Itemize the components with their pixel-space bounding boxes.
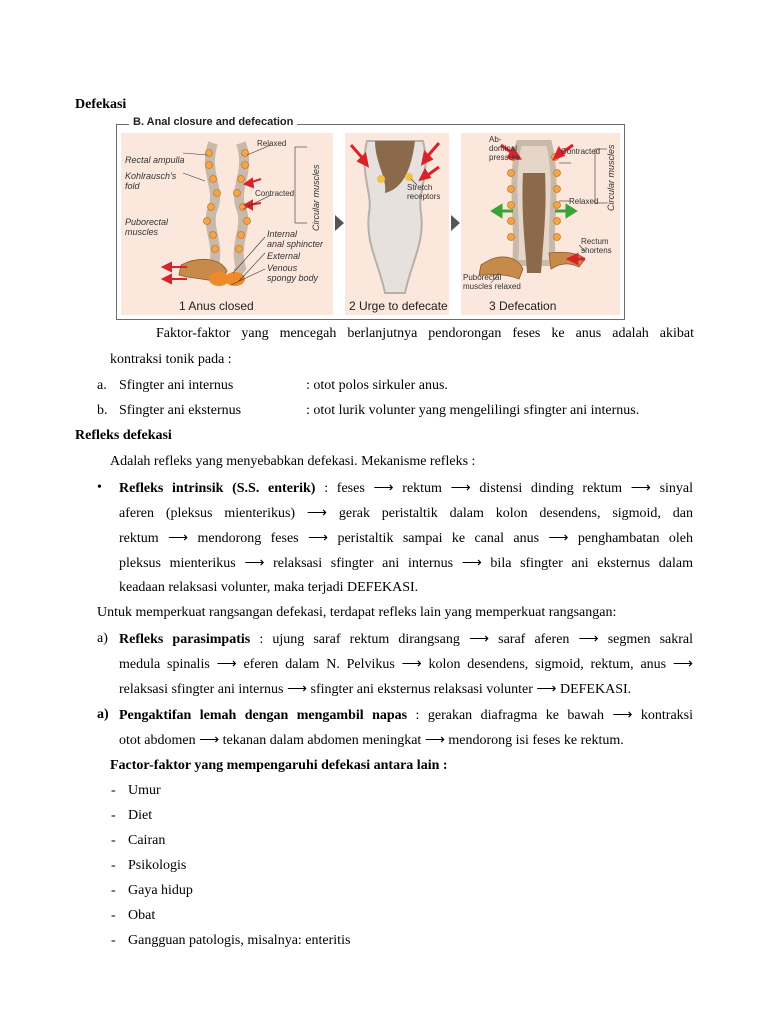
breathing-term: Pengaktifan lemah dengan mengambil napas [119, 708, 408, 723]
factor-item: Cairan [128, 833, 166, 848]
factor-item: Gangguan patologis, misalnya: enteritis [128, 933, 351, 948]
label-venous-1: Venous [267, 263, 298, 273]
list-dash: - [111, 858, 116, 873]
parasympathetic-line-3: relaksasi sfingter ani internus ⟶ sfingter ani eksternus relaksasi volunter ⟶ DEFEKASI. [119, 682, 632, 697]
step-arrow-icon [335, 215, 344, 231]
parasympathetic-line-2: medula spinalis ⟶ eferen dalam N. Pelvikus ⟶ kolon desendens, sigmoid, rektum, anus ⟶ [119, 657, 693, 672]
label-puborectal-1: Puborectal [125, 217, 169, 227]
heading-refleks-defekasi: Refleks defekasi [75, 428, 172, 443]
label-puborectal-relaxed-1: Puborectal [463, 273, 502, 282]
label-stretch-2: receptors [407, 192, 441, 201]
list-marker: a) [97, 707, 109, 722]
label-puborectal-relaxed-2: muscles relaxed [463, 282, 521, 291]
label-internal-2: anal sphincter [267, 239, 324, 249]
figure-anal-closure [116, 116, 625, 320]
sphincter-desc: : otot polos sirkuler anus. [306, 378, 448, 393]
panel-defecation [461, 133, 620, 315]
intro-line-2: kontraksi tonik pada : [110, 352, 232, 367]
factor-item: Diet [128, 808, 153, 823]
label-abdominal-2: dominal [489, 144, 518, 153]
label-internal-1: Internal [267, 229, 298, 239]
label-kohlrausch-1: Kohlrausch's [125, 171, 177, 181]
figure-title: B. Anal closure and defecation [129, 116, 297, 128]
parasympathetic-line-1 [119, 631, 693, 648]
breathing-line-2: otot abdomen ⟶ tekanan dalam abdomen meningkat ⟶ mendorong isi feses ke rektum. [119, 733, 624, 748]
heading-defekasi: Defekasi [75, 97, 127, 112]
list-marker: a) [97, 631, 108, 646]
label-relaxed-3: Relaxed [569, 197, 599, 206]
list-marker: b. [97, 403, 108, 418]
sphincter-term: Sfingter ani internus [119, 378, 234, 393]
list-dash: - [111, 833, 116, 848]
intrinsic-line-2: aferen (pleksus mienterikus) ⟶ gerak peristaltik dalam kolon desendens, sigmoid, dan [119, 506, 693, 521]
list-dash: - [111, 908, 116, 923]
urge-illustration [345, 133, 449, 315]
label-contracted: Contracted [255, 189, 295, 198]
list-dash: - [111, 783, 116, 798]
list-dash: - [111, 808, 116, 823]
reflex-intro: Adalah refleks yang menyebabkan defekasi. Mekanisme refleks : [110, 454, 476, 469]
factors-heading: Factor-faktor yang mempengaruhi defekasi antara lain : [110, 758, 448, 773]
intrinsic-line-3: rektum ⟶ mendorong feses ⟶ peristaltik sampai ke canal anus ⟶ penghambatan oleh [119, 531, 693, 546]
label-abdominal-3: pressure [489, 153, 521, 162]
bullet: • [97, 480, 102, 495]
factor-item: Obat [128, 908, 156, 923]
label-circular-muscles: Circular muscles [311, 164, 321, 231]
label-stretch-1: Stretch [407, 183, 433, 192]
panel-urge-to-defecate [345, 133, 449, 315]
strengthen-intro: Untuk memperkuat rangsangan defekasi, terdapat refleks lain yang memperkuat rangsangan: [97, 605, 617, 620]
label-venous-2: spongy body [267, 273, 319, 283]
intro-line-1: Faktor-faktor yang mencegah berlanjutnya pendorongan feses ke anus adalah akibat [156, 326, 694, 341]
panel-anus-closed [121, 133, 333, 315]
breathing-l1: : gerakan diafragma ke bawah ⟶ kontraksi [415, 708, 694, 723]
intrinsic-line-4: pleksus mienterikus ⟶ relaksasi sfingter ani internus ⟶ bila sfingter ani eksternus dalam [119, 556, 693, 571]
label-rectal-ampulla: Rectal ampulla [125, 155, 185, 165]
label-abdominal-1: Ab- [489, 135, 502, 144]
breathing-line-1 [119, 707, 693, 724]
list-dash: - [111, 883, 116, 898]
intrinsic-l1: : feses ⟶ rektum ⟶ distensi dinding rektum ⟶ sinyal [324, 481, 694, 496]
list-dash: - [111, 933, 116, 948]
label-rectum-2: shortens [581, 246, 612, 255]
caption-urge-to-defecate: 2 Urge to defecate [349, 299, 448, 313]
label-external: External [267, 251, 301, 261]
list-marker: a. [97, 378, 107, 393]
sphincter-term: Sfingter ani eksternus [119, 403, 242, 418]
factor-item: Psikologis [128, 858, 187, 873]
step-arrow-icon [451, 215, 460, 231]
caption-defecation: 3 Defecation [489, 299, 557, 313]
label-relaxed: Relaxed [257, 139, 287, 148]
label-puborectal-2: muscles [125, 227, 159, 237]
label-kohlrausch-2: fold [125, 181, 140, 191]
caption-anus-closed: 1 Anus closed [179, 299, 254, 313]
parasympathetic-l1: : ujung saraf rektum dirangsang ⟶ saraf aferen ⟶ segmen sakral [259, 632, 693, 647]
label-contracted-3: Contracted [561, 147, 601, 156]
label-circular-muscles-3: Circular muscles [606, 144, 616, 211]
label-rectum-1: Rectum [581, 237, 609, 246]
intrinsic-line-5: keadaan relaksasi volunter, maka terjadi DEFEKASI. [119, 580, 419, 595]
intrinsic-term: Refleks intrinsik (S.S. enterik) [119, 481, 316, 496]
parasympathetic-term: Refleks parasimpatis [119, 632, 251, 647]
factor-item: Umur [128, 783, 161, 798]
intrinsic-line-1 [119, 480, 693, 497]
factor-item: Gaya hidup [128, 883, 193, 898]
sphincter-desc: : otot lurik volunter yang mengelilingi sfingter ani internus. [306, 403, 640, 418]
